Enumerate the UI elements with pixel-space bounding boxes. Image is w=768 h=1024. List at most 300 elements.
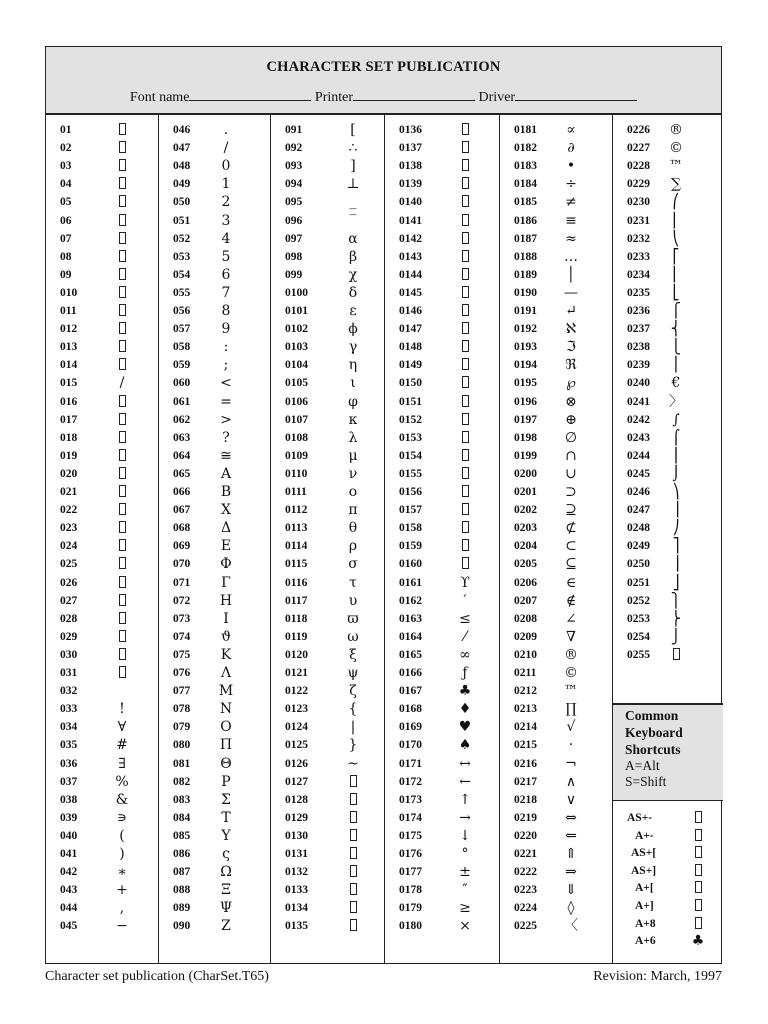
char-code: 023	[60, 522, 78, 535]
char-glyph: ∑	[671, 176, 681, 193]
shortcut-row	[613, 915, 723, 933]
table-row	[271, 899, 384, 917]
table-row	[271, 193, 384, 211]
table-column	[385, 115, 500, 963]
driver-field[interactable]	[515, 88, 637, 101]
table-row	[613, 157, 723, 175]
char-glyph	[452, 338, 478, 356]
char-glyph	[340, 845, 366, 863]
table-row	[159, 845, 270, 863]
char-glyph	[452, 501, 478, 519]
char-code: 0238	[627, 341, 650, 354]
char-glyph	[452, 175, 478, 193]
char-glyph: Υ	[221, 827, 231, 844]
table-row	[385, 284, 499, 302]
char-code: 051	[173, 214, 191, 227]
printer-field[interactable]	[353, 88, 475, 101]
char-code: 0123	[285, 703, 308, 716]
missing-glyph-icon	[462, 539, 469, 551]
table-row	[500, 592, 612, 610]
char-code: 062	[173, 413, 191, 426]
char-glyph: Β	[220, 484, 232, 500]
missing-glyph-icon	[119, 286, 126, 298]
table-row	[46, 447, 158, 465]
missing-glyph-icon	[462, 521, 469, 533]
table-row	[500, 773, 612, 791]
char-code: 0215	[514, 739, 537, 752]
char-code: 0117	[285, 594, 308, 607]
char-code: 0237	[627, 323, 650, 336]
char-glyph: ⎬	[670, 610, 682, 627]
char-glyph: 3	[221, 212, 231, 229]
table-row	[271, 429, 384, 447]
char-glyph	[109, 393, 135, 411]
table-row	[613, 592, 723, 610]
char-code: 0122	[285, 685, 308, 698]
char-glyph: Ν	[219, 701, 233, 718]
char-glyph	[340, 899, 366, 917]
table-row	[46, 212, 158, 230]
char-glyph: 〉	[669, 393, 683, 410]
table-row	[159, 700, 270, 718]
font-name-field[interactable]	[189, 88, 311, 101]
table-row	[271, 212, 384, 230]
table-row	[46, 266, 158, 284]
char-code: 0220	[514, 829, 537, 842]
table-row	[159, 284, 270, 302]
table-row	[46, 736, 158, 754]
table-row	[613, 338, 723, 356]
char-code: 054	[173, 268, 191, 281]
char-glyph: ‾	[349, 212, 357, 229]
char-glyph: #	[116, 737, 128, 754]
table-column	[613, 115, 723, 963]
table-row	[500, 248, 612, 266]
char-code: 0149	[399, 359, 422, 372]
table-row	[159, 230, 270, 248]
table-row	[613, 483, 723, 501]
char-glyph: √	[566, 719, 576, 736]
char-code: 093	[285, 160, 303, 173]
char-glyph: ∅	[564, 429, 578, 446]
char-code: 032	[60, 685, 78, 698]
missing-glyph-icon	[119, 159, 126, 171]
char-code: 05	[60, 196, 72, 209]
char-code: 0244	[627, 449, 650, 462]
char-glyph: ⎟	[672, 502, 680, 519]
char-code: 014	[60, 359, 78, 372]
missing-glyph-icon	[462, 286, 469, 298]
char-glyph: ⊂	[565, 538, 577, 555]
char-glyph: ♣	[458, 683, 472, 700]
missing-glyph-icon	[462, 557, 469, 569]
shortcut-row	[613, 897, 723, 915]
char-glyph	[452, 519, 478, 537]
shortcut-row	[613, 862, 723, 880]
table-row	[46, 628, 158, 646]
table-row	[159, 555, 270, 573]
table-row	[385, 212, 499, 230]
char-code: 055	[173, 286, 191, 299]
char-code: 058	[173, 341, 191, 354]
char-glyph: ∨	[565, 791, 577, 808]
char-glyph: ∂	[567, 140, 575, 157]
char-glyph: ∫	[672, 411, 680, 428]
char-glyph: ℜ	[565, 357, 577, 374]
char-code: 02	[60, 142, 72, 155]
table-row	[159, 881, 270, 899]
char-code: 078	[173, 703, 191, 716]
char-code: 0160	[399, 558, 422, 571]
table-row	[159, 175, 270, 193]
table-row	[385, 537, 499, 555]
table-row	[500, 374, 612, 392]
char-code: 0161	[399, 576, 422, 589]
char-glyph: τ	[349, 574, 357, 591]
char-glyph: ¬	[565, 755, 577, 772]
char-code: 034	[60, 721, 78, 734]
char-glyph: }	[348, 737, 358, 754]
char-code: 080	[173, 739, 191, 752]
table-row	[46, 465, 158, 483]
char-code: 0199	[514, 449, 537, 462]
missing-glyph-icon	[119, 431, 126, 443]
char-glyph	[109, 555, 135, 573]
char-glyph	[452, 121, 478, 139]
table-row	[159, 773, 270, 791]
char-glyph	[452, 447, 478, 465]
char-glyph	[452, 157, 478, 175]
char-code: 0126	[285, 757, 308, 770]
table-row	[613, 193, 723, 211]
missing-glyph-icon	[462, 195, 469, 207]
missing-glyph-icon	[462, 123, 469, 135]
table-row	[159, 483, 270, 501]
char-code: 0102	[285, 323, 308, 336]
char-glyph	[109, 338, 135, 356]
table-row	[385, 700, 499, 718]
char-glyph	[452, 193, 478, 211]
char-code: 0120	[285, 648, 308, 661]
char-code: 046	[173, 124, 191, 136]
char-code: 041	[60, 848, 78, 860]
char-glyph: ©	[564, 665, 578, 681]
shortcuts-legend	[613, 703, 723, 801]
missing-glyph-icon	[462, 467, 469, 479]
missing-glyph-icon	[119, 268, 126, 280]
char-glyph: κ	[348, 411, 358, 428]
char-code: 0206	[514, 576, 537, 589]
footer-left: Character set publication (CharSet.T65)	[45, 969, 269, 984]
char-glyph: ⌡	[672, 465, 680, 482]
char-code: 0209	[514, 630, 537, 643]
char-glyph: ι	[350, 375, 356, 392]
table-row	[159, 899, 270, 917]
missing-glyph-icon	[119, 503, 126, 515]
table-row	[500, 519, 612, 537]
char-code: 0217	[514, 775, 537, 788]
char-code: 076	[173, 667, 191, 679]
table-row	[46, 429, 158, 447]
char-glyph	[109, 139, 135, 157]
char-glyph: !	[119, 701, 125, 718]
char-code: 0116	[285, 576, 308, 589]
table-row	[271, 791, 384, 809]
char-glyph: ™	[669, 158, 683, 175]
char-code: 015	[60, 377, 78, 390]
char-code: 031	[60, 667, 78, 679]
table-row	[500, 356, 612, 374]
table-row	[159, 248, 270, 266]
table-row	[500, 175, 612, 193]
table-row	[500, 320, 612, 338]
table-row	[46, 845, 158, 863]
char-glyph	[109, 121, 135, 139]
shortcut-keys: AS+]	[631, 864, 657, 877]
char-code: 0133	[285, 884, 308, 897]
char-code: 0150	[399, 377, 422, 390]
char-code: 0239	[627, 359, 650, 372]
char-glyph	[109, 646, 135, 664]
char-code: 0100	[285, 286, 308, 299]
char-glyph: ·	[568, 737, 574, 754]
char-code: 045	[60, 920, 78, 933]
shortcut-row	[613, 809, 723, 827]
missing-glyph-icon	[462, 177, 469, 189]
char-code: 0141	[399, 214, 422, 227]
char-code: 0211	[514, 667, 537, 679]
char-glyph: Ε	[220, 538, 232, 555]
char-glyph	[109, 465, 135, 483]
char-code: 0168	[399, 703, 422, 716]
table-row	[500, 610, 612, 628]
char-code: 088	[173, 884, 191, 897]
char-code: 016	[60, 395, 78, 408]
char-code: 050	[173, 196, 191, 209]
char-code: 026	[60, 576, 78, 589]
char-code: 028	[60, 612, 78, 625]
table-row	[385, 773, 499, 791]
missing-glyph-icon	[119, 141, 126, 153]
char-code: 0137	[399, 142, 422, 155]
char-glyph	[109, 356, 135, 374]
char-glyph: ≥	[459, 900, 471, 917]
char-glyph: Χ	[221, 502, 231, 519]
table-row	[500, 447, 612, 465]
missing-glyph-icon	[119, 576, 126, 588]
table-row	[385, 809, 499, 827]
char-glyph: ε	[349, 303, 357, 319]
char-glyph: ↵	[565, 303, 577, 319]
alt-key-legend: A=Alt	[625, 758, 660, 773]
table-row	[46, 917, 158, 935]
char-code: 0254	[627, 630, 650, 643]
missing-glyph-icon	[462, 358, 469, 370]
char-glyph	[340, 863, 366, 881]
char-glyph	[452, 302, 478, 320]
table-row	[46, 700, 158, 718]
table-row	[500, 429, 612, 447]
char-code: 019	[60, 449, 78, 462]
char-glyph: 6	[221, 266, 231, 283]
table-row	[613, 537, 723, 555]
char-code: 0134	[285, 902, 308, 915]
char-glyph	[452, 555, 478, 573]
char-code: 0104	[285, 359, 308, 372]
char-code: 0153	[399, 431, 422, 444]
missing-glyph-icon	[119, 485, 126, 497]
char-code: 048	[173, 160, 191, 173]
table-row	[271, 755, 384, 773]
char-glyph: 〈	[564, 918, 578, 935]
char-code: 0223	[514, 884, 537, 897]
char-code: 021	[60, 486, 78, 498]
char-code: 082	[173, 775, 191, 788]
char-glyph: ⊃	[565, 484, 577, 500]
char-code: 0188	[514, 250, 537, 263]
char-code: 0151	[399, 395, 422, 408]
table-row	[500, 411, 612, 429]
missing-glyph-icon	[350, 919, 357, 931]
table-row	[385, 248, 499, 266]
char-code: 010	[60, 286, 78, 299]
char-glyph	[109, 248, 135, 266]
char-code: 0207	[514, 594, 537, 607]
char-glyph: 2	[221, 194, 231, 211]
char-glyph: ⎠	[672, 520, 680, 537]
table-row	[500, 863, 612, 881]
char-code: 071	[173, 576, 191, 589]
char-glyph: δ	[348, 284, 358, 301]
char-code: 097	[285, 232, 303, 245]
table-row	[613, 574, 723, 592]
shortcut-glyph	[685, 879, 711, 897]
char-code: 0247	[627, 504, 650, 517]
char-glyph	[109, 664, 135, 682]
char-glyph: │	[566, 266, 576, 283]
table-row	[271, 682, 384, 700]
char-code: 0193	[514, 341, 537, 354]
missing-glyph-icon	[350, 811, 357, 823]
char-code: 065	[173, 467, 191, 480]
char-glyph: ∇	[566, 628, 576, 645]
char-glyph: ν	[348, 465, 358, 482]
table-row	[46, 193, 158, 211]
table-row	[613, 646, 723, 664]
char-glyph: /	[223, 140, 229, 157]
char-code: 0208	[514, 612, 537, 625]
char-glyph: Η	[219, 592, 233, 609]
char-glyph: ∴	[348, 140, 358, 157]
table-row	[271, 809, 384, 827]
char-code: 0219	[514, 811, 537, 824]
missing-glyph-icon	[695, 829, 702, 841]
char-code: 0218	[514, 793, 537, 806]
table-row	[500, 266, 612, 284]
char-code: 0112	[285, 504, 308, 517]
char-glyph	[109, 175, 135, 193]
char-code: 0251	[627, 576, 650, 589]
char-code: 0230	[627, 196, 650, 209]
table-row	[500, 157, 612, 175]
char-code: 0252	[627, 594, 650, 607]
footer-right: Revision: March, 1997	[593, 969, 722, 984]
char-code: 0192	[514, 323, 537, 336]
char-code: 0109	[285, 449, 308, 462]
char-code: 0111	[285, 486, 307, 498]
char-code: 0184	[514, 178, 537, 191]
char-glyph: ⎭	[670, 628, 682, 645]
table-row	[385, 175, 499, 193]
table-row	[500, 338, 612, 356]
char-glyph: +	[116, 882, 128, 899]
char-code: 0233	[627, 250, 650, 263]
char-glyph: 4	[221, 230, 231, 247]
table-row	[385, 429, 499, 447]
char-code: 035	[60, 739, 78, 752]
table-row	[46, 284, 158, 302]
char-glyph: ϑ	[220, 628, 231, 645]
char-glyph	[452, 537, 478, 555]
table-row	[613, 519, 723, 537]
char-glyph	[452, 411, 478, 429]
table-row	[46, 356, 158, 374]
char-glyph: Ζ	[221, 918, 231, 935]
char-code: 0162	[399, 594, 422, 607]
table-row	[500, 121, 612, 139]
table-row	[271, 519, 384, 537]
missing-glyph-icon	[695, 899, 702, 911]
missing-glyph-icon	[119, 195, 126, 207]
char-glyph: ∗	[117, 864, 127, 881]
char-code: 0226	[627, 124, 650, 136]
char-code: 0143	[399, 250, 422, 263]
char-glyph: ℘	[566, 375, 576, 392]
char-code: 095	[285, 196, 303, 209]
char-code: 0221	[514, 848, 537, 860]
table-row	[500, 193, 612, 211]
table-row	[613, 429, 723, 447]
char-code: 018	[60, 431, 78, 444]
shortcut-keys: AS+[	[631, 847, 657, 860]
char-glyph: ⎢	[672, 266, 680, 283]
char-glyph: ξ	[349, 646, 357, 663]
table-row	[46, 809, 158, 827]
table-row	[500, 736, 612, 754]
char-code: 0146	[399, 305, 422, 317]
table-row	[46, 773, 158, 791]
table-row	[500, 827, 612, 845]
table-row	[271, 646, 384, 664]
char-code: 0130	[285, 829, 308, 842]
char-glyph: Θ	[220, 755, 232, 772]
table-row	[271, 555, 384, 573]
char-code: 0103	[285, 341, 308, 354]
char-glyph	[452, 429, 478, 447]
char-glyph: Ι	[223, 610, 229, 627]
table-row	[159, 646, 270, 664]
char-glyph: ∃	[118, 755, 126, 772]
table-row	[271, 465, 384, 483]
shortcut-keys: A+8	[635, 917, 656, 930]
char-glyph: ℑ	[566, 339, 576, 356]
char-glyph: Λ	[220, 665, 232, 681]
table-row	[271, 537, 384, 555]
char-glyph: /	[119, 375, 125, 392]
char-glyph: χ	[348, 266, 358, 283]
char-glyph: ≠	[565, 194, 577, 211]
char-glyph: ⎥	[672, 556, 680, 573]
